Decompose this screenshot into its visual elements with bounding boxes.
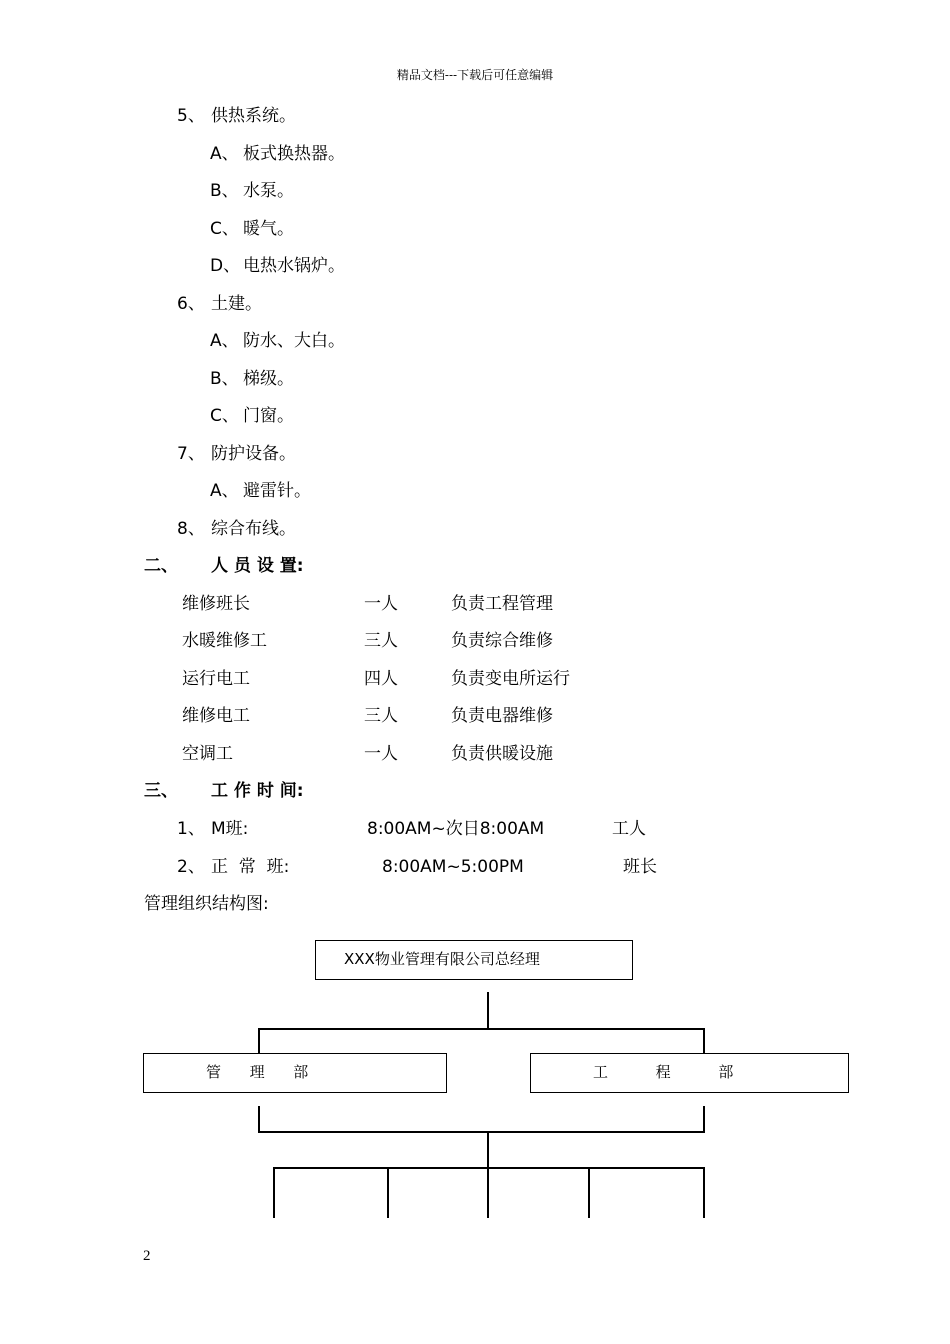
staff-duty: 负责工程管理: [451, 594, 553, 614]
staff-role: 维修班长: [182, 594, 250, 614]
org-box-label: XXX物业管理有限公司总经理: [344, 950, 540, 968]
sub-item-letter: A、: [210, 481, 239, 501]
connector-line: [258, 1106, 260, 1132]
sub-item-text: 避雷针。: [243, 481, 311, 501]
sub-item-text: 暖气。: [243, 219, 294, 239]
staff-duty: 负责电器维修: [451, 706, 553, 726]
shift-staff: 工人: [612, 819, 646, 839]
staff-count: 一人: [364, 594, 398, 614]
section-number: 二、: [144, 556, 178, 576]
item-text: 土建。: [211, 294, 262, 314]
shift-number: 2、: [177, 857, 205, 877]
section-title: 工 作 时 间:: [211, 781, 304, 801]
connector-line: [258, 1131, 705, 1133]
section-title: 人 员 设 置:: [211, 556, 304, 576]
item-text: 综合布线。: [211, 519, 296, 539]
shift-name: M班:: [211, 819, 249, 839]
sub-item-letter: A、: [210, 331, 239, 351]
staff-count: 三人: [364, 706, 398, 726]
sub-item-letter: C、: [210, 219, 239, 239]
connector-line: [387, 1167, 389, 1218]
page-number: 2: [143, 1248, 151, 1264]
org-chart-caption: 管理组织结构图:: [144, 894, 269, 914]
connector-line: [487, 1131, 489, 1168]
connector-line: [703, 1028, 705, 1054]
org-box-general-manager: [315, 940, 633, 980]
org-box-management-dept: [143, 1053, 447, 1093]
section-number: 三、: [144, 781, 178, 801]
item-number: 7、: [177, 444, 205, 464]
staff-count: 三人: [364, 631, 398, 651]
staff-role: 运行电工: [182, 669, 250, 689]
staff-duty: 负责变电所运行: [451, 669, 570, 689]
sub-item-letter: D、: [210, 256, 241, 276]
staff-duty: 负责供暖设施: [451, 744, 553, 764]
staff-count: 一人: [364, 744, 398, 764]
staff-role: 空调工: [182, 744, 233, 764]
page-header: 精品文档---下载后可任意编辑: [396, 68, 554, 82]
shift-name: 正 常 班:: [211, 857, 290, 877]
item-text: 防护设备。: [211, 444, 296, 464]
shift-time: 8:00AM~次日8:00AM: [367, 819, 545, 839]
item-number: 8、: [177, 519, 205, 539]
staff-count: 四人: [364, 669, 398, 689]
connector-line: [588, 1167, 590, 1218]
connector-line: [703, 1167, 705, 1218]
connector-line: [487, 1167, 489, 1218]
connector-line: [273, 1167, 275, 1218]
sub-item-letter: B、: [210, 369, 239, 389]
sub-item-text: 电热水锅炉。: [243, 256, 345, 276]
connector-line: [703, 1106, 705, 1132]
sub-item-text: 门窗。: [243, 406, 294, 426]
shift-number: 1、: [177, 819, 205, 839]
item-text: 供热系统。: [211, 106, 296, 126]
shift-time: 8:00AM~5:00PM: [382, 857, 524, 877]
shift-staff: 班长: [623, 857, 657, 877]
sub-item-letter: C、: [210, 406, 239, 426]
sub-item-text: 防水、大白。: [243, 331, 345, 351]
connector-line: [258, 1028, 705, 1030]
connector-line: [258, 1028, 260, 1054]
staff-role: 水暖维修工: [182, 631, 267, 651]
org-box-label: 管 理 部: [206, 1063, 309, 1081]
org-box-engineering-dept: [530, 1053, 849, 1093]
sub-item-letter: A、: [210, 144, 239, 164]
sub-item-letter: B、: [210, 181, 239, 201]
staff-duty: 负责综合维修: [451, 631, 553, 651]
staff-role: 维修电工: [182, 706, 250, 726]
item-number: 5、: [177, 106, 205, 126]
connector-line: [487, 992, 489, 1029]
item-number: 6、: [177, 294, 205, 314]
sub-item-text: 水泵。: [243, 181, 294, 201]
connector-line: [273, 1167, 705, 1169]
org-box-label: 工 程 部: [593, 1063, 734, 1081]
sub-item-text: 板式换热器。: [243, 144, 345, 164]
sub-item-text: 梯级。: [243, 369, 294, 389]
